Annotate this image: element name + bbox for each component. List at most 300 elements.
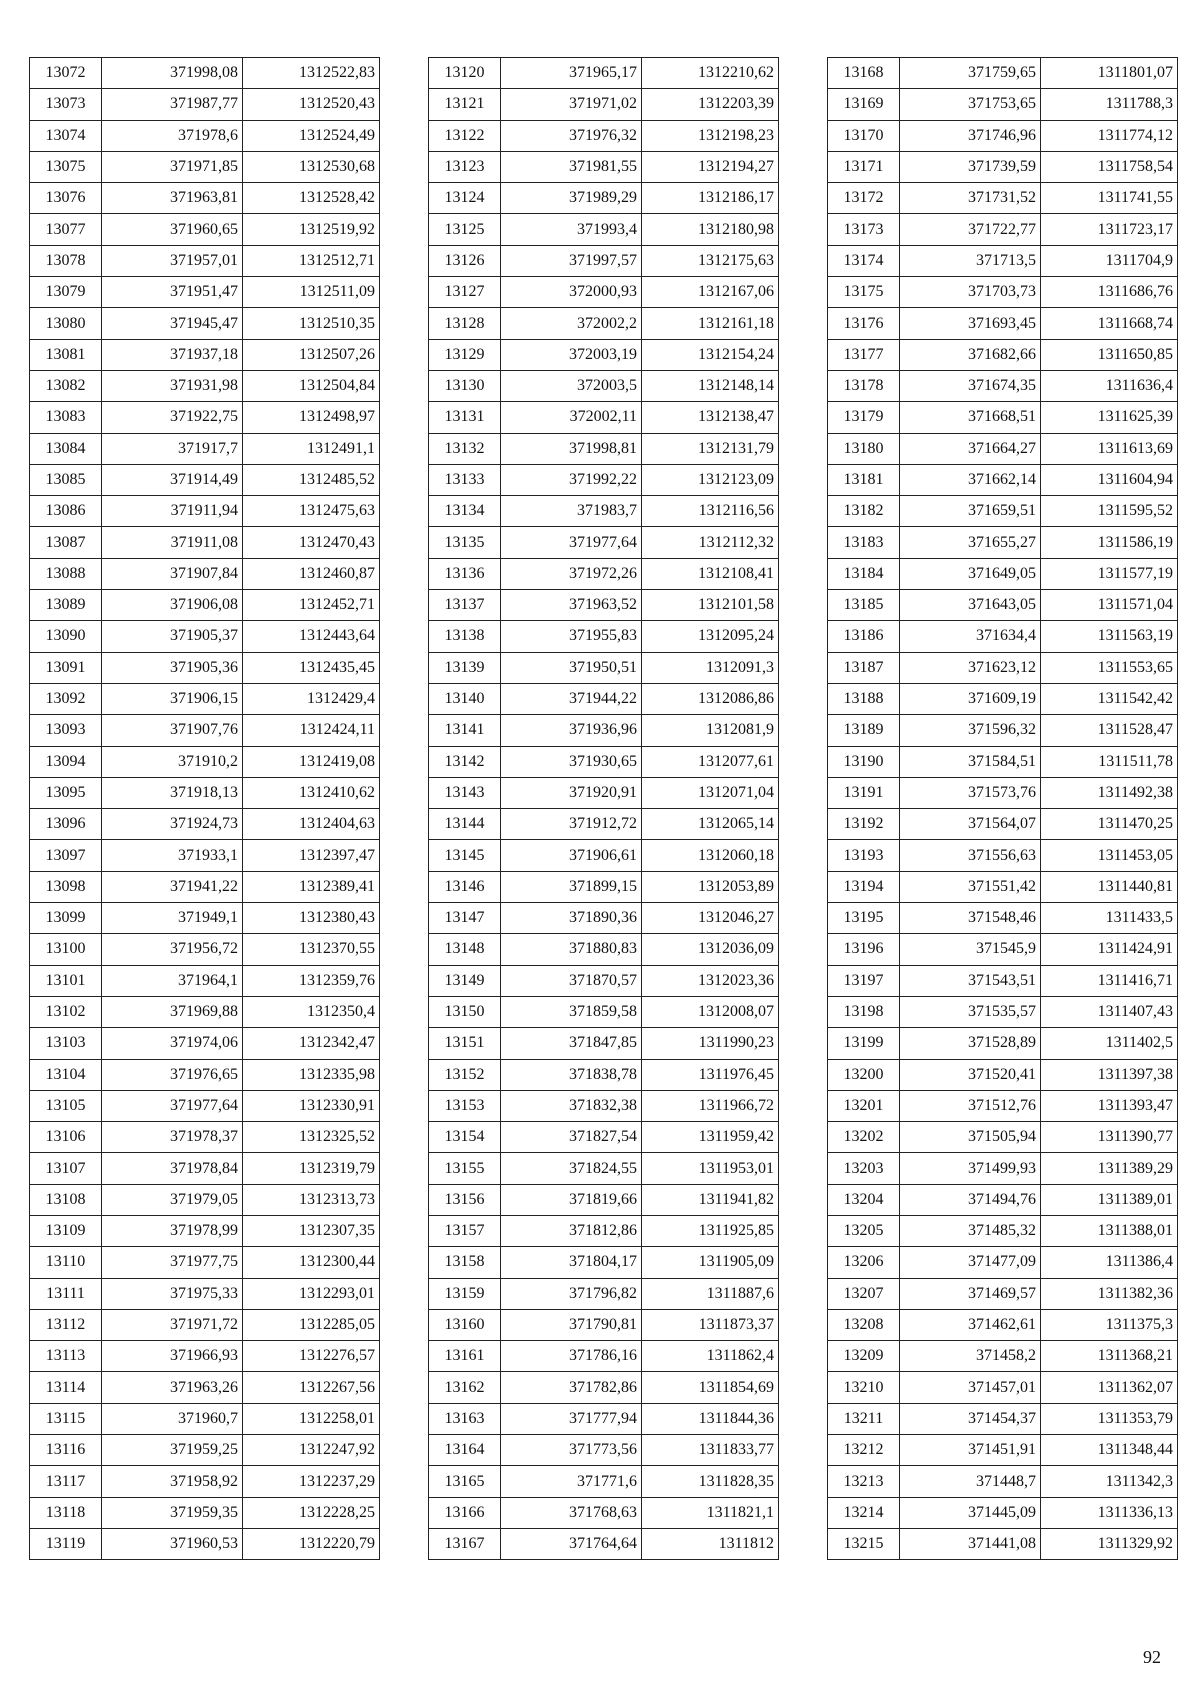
x-coordinate-cell: 371564,07 [900, 809, 1041, 840]
y-coordinate-cell: 1311348,44 [1041, 1435, 1178, 1466]
table-row [429, 1059, 779, 1090]
x-coordinate-cell: 372003,19 [501, 339, 642, 370]
table-row [828, 996, 1178, 1027]
point-number-cell: 13116 [30, 1435, 102, 1466]
x-coordinate-cell: 371997,57 [501, 245, 642, 276]
y-coordinate-cell: 1312319,79 [243, 1153, 380, 1184]
point-number-cell: 13156 [429, 1184, 501, 1215]
x-coordinate-cell: 371949,1 [102, 903, 243, 934]
x-coordinate-cell: 371771,6 [501, 1466, 642, 1497]
table-row [429, 58, 779, 89]
table-row [828, 934, 1178, 965]
point-number-cell: 13153 [429, 1090, 501, 1121]
x-coordinate-cell: 371548,46 [900, 903, 1041, 934]
x-coordinate-cell: 371659,51 [900, 496, 1041, 527]
point-number-cell: 13182 [828, 496, 900, 527]
table-row [30, 464, 380, 495]
point-number-cell: 13164 [429, 1435, 501, 1466]
x-coordinate-cell: 371976,65 [102, 1059, 243, 1090]
x-coordinate-cell: 371963,26 [102, 1372, 243, 1403]
point-number-cell: 13093 [30, 715, 102, 746]
point-number-cell: 13130 [429, 370, 501, 401]
table-row [828, 903, 1178, 934]
table-row [429, 840, 779, 871]
y-coordinate-cell: 1311887,6 [642, 1278, 779, 1309]
table-row [429, 527, 779, 558]
point-number-cell: 13127 [429, 277, 501, 308]
y-coordinate-cell: 1312228,25 [243, 1497, 380, 1528]
x-coordinate-cell: 371469,57 [900, 1278, 1041, 1309]
y-coordinate-cell: 1311704,9 [1041, 245, 1178, 276]
table-row [828, 496, 1178, 527]
table-row [30, 1247, 380, 1278]
x-coordinate-cell: 371957,01 [102, 245, 243, 276]
point-number-cell: 13101 [30, 965, 102, 996]
y-coordinate-cell: 1311905,09 [642, 1247, 779, 1278]
x-coordinate-cell: 371643,05 [900, 590, 1041, 621]
x-coordinate-cell: 371859,58 [501, 996, 642, 1027]
y-coordinate-cell: 1311440,81 [1041, 871, 1178, 902]
point-number-cell: 13138 [429, 621, 501, 652]
table-row [828, 1122, 1178, 1153]
y-coordinate-cell: 1312148,14 [642, 370, 779, 401]
y-coordinate-cell: 1312307,35 [243, 1215, 380, 1246]
table-row [30, 527, 380, 558]
point-number-cell: 13092 [30, 683, 102, 714]
table-row [429, 402, 779, 433]
point-number-cell: 13178 [828, 370, 900, 401]
table-row [30, 120, 380, 151]
table-row [30, 840, 380, 871]
x-coordinate-cell: 371682,66 [900, 339, 1041, 370]
point-number-cell: 13097 [30, 840, 102, 871]
y-coordinate-cell: 1312023,36 [642, 965, 779, 996]
table-row [429, 496, 779, 527]
point-number-cell: 13166 [429, 1497, 501, 1528]
table-row [828, 1153, 1178, 1184]
x-coordinate-cell: 371971,72 [102, 1309, 243, 1340]
table-row [828, 183, 1178, 214]
x-coordinate-cell: 371551,42 [900, 871, 1041, 902]
y-coordinate-cell: 1312203,39 [642, 89, 779, 120]
x-coordinate-cell: 371664,27 [900, 433, 1041, 464]
x-coordinate-cell: 371978,37 [102, 1122, 243, 1153]
table-row [429, 1497, 779, 1528]
point-number-cell: 13188 [828, 683, 900, 714]
x-coordinate-cell: 371454,37 [900, 1403, 1041, 1434]
table-row [30, 652, 380, 683]
y-coordinate-cell: 1312095,24 [642, 621, 779, 652]
x-coordinate-cell: 371457,01 [900, 1372, 1041, 1403]
table-row [30, 245, 380, 276]
x-coordinate-cell: 371987,77 [102, 89, 243, 120]
x-coordinate-cell: 371832,38 [501, 1090, 642, 1121]
y-coordinate-cell: 1311393,47 [1041, 1090, 1178, 1121]
y-coordinate-cell: 1312237,29 [243, 1466, 380, 1497]
y-coordinate-cell: 1311342,3 [1041, 1466, 1178, 1497]
point-number-cell: 13154 [429, 1122, 501, 1153]
point-number-cell: 13155 [429, 1153, 501, 1184]
point-number-cell: 13141 [429, 715, 501, 746]
point-number-cell: 13114 [30, 1372, 102, 1403]
x-coordinate-cell: 371905,37 [102, 621, 243, 652]
table-row [828, 339, 1178, 370]
table-row [429, 1372, 779, 1403]
y-coordinate-cell: 1311862,4 [642, 1341, 779, 1372]
x-coordinate-cell: 371993,4 [501, 214, 642, 245]
x-coordinate-cell: 371920,91 [501, 777, 642, 808]
y-coordinate-cell: 1312491,1 [243, 433, 380, 464]
point-number-cell: 13111 [30, 1278, 102, 1309]
point-number-cell: 13115 [30, 1403, 102, 1434]
table-row [30, 1372, 380, 1403]
table-row [30, 370, 380, 401]
table-row [429, 464, 779, 495]
x-coordinate-cell: 371722,77 [900, 214, 1041, 245]
table-row [30, 1309, 380, 1340]
table-row [429, 746, 779, 777]
point-number-cell: 13189 [828, 715, 900, 746]
x-coordinate-cell: 371746,96 [900, 120, 1041, 151]
x-coordinate-cell: 371584,51 [900, 746, 1041, 777]
x-coordinate-cell: 371596,32 [900, 715, 1041, 746]
x-coordinate-cell: 371911,94 [102, 496, 243, 527]
x-coordinate-cell: 371974,06 [102, 1028, 243, 1059]
table-row [30, 214, 380, 245]
point-number-cell: 13150 [429, 996, 501, 1027]
y-coordinate-cell: 1311553,65 [1041, 652, 1178, 683]
y-coordinate-cell: 1311976,45 [642, 1059, 779, 1090]
table-row [429, 339, 779, 370]
point-number-cell: 13163 [429, 1403, 501, 1434]
point-number-cell: 13171 [828, 151, 900, 182]
table-row [828, 1372, 1178, 1403]
point-number-cell: 13080 [30, 308, 102, 339]
y-coordinate-cell: 1312167,06 [642, 277, 779, 308]
point-number-cell: 13076 [30, 183, 102, 214]
x-coordinate-cell: 371958,92 [102, 1466, 243, 1497]
table-row [30, 496, 380, 527]
point-number-cell: 13132 [429, 433, 501, 464]
point-number-cell: 13140 [429, 683, 501, 714]
table-row [429, 1403, 779, 1434]
table-row [429, 558, 779, 589]
y-coordinate-cell: 1312175,63 [642, 245, 779, 276]
x-coordinate-cell: 371827,54 [501, 1122, 642, 1153]
y-coordinate-cell: 1311453,05 [1041, 840, 1178, 871]
y-coordinate-cell: 1311990,23 [642, 1028, 779, 1059]
y-coordinate-cell: 1312194,27 [642, 151, 779, 182]
point-number-cell: 13158 [429, 1247, 501, 1278]
table-row [30, 1435, 380, 1466]
y-coordinate-cell: 1312460,87 [243, 558, 380, 589]
point-number-cell: 13125 [429, 214, 501, 245]
x-coordinate-cell: 371941,22 [102, 871, 243, 902]
y-coordinate-cell: 1311511,78 [1041, 746, 1178, 777]
table-row [828, 683, 1178, 714]
y-coordinate-cell: 1311941,82 [642, 1184, 779, 1215]
x-coordinate-cell: 371963,52 [501, 590, 642, 621]
point-number-cell: 13206 [828, 1247, 900, 1278]
y-coordinate-cell: 1312504,84 [243, 370, 380, 401]
point-number-cell: 13185 [828, 590, 900, 621]
point-number-cell: 13121 [429, 89, 501, 120]
x-coordinate-cell: 371505,94 [900, 1122, 1041, 1153]
point-number-cell: 13168 [828, 58, 900, 89]
y-coordinate-cell: 1311368,21 [1041, 1341, 1178, 1372]
x-coordinate-cell: 371978,84 [102, 1153, 243, 1184]
y-coordinate-cell: 1312101,58 [642, 590, 779, 621]
y-coordinate-cell: 1312276,57 [243, 1341, 380, 1372]
point-number-cell: 13186 [828, 621, 900, 652]
x-coordinate-cell: 371499,93 [900, 1153, 1041, 1184]
table-row [429, 1466, 779, 1497]
point-number-cell: 13124 [429, 183, 501, 214]
table-row [429, 1528, 779, 1559]
x-coordinate-cell: 371528,89 [900, 1028, 1041, 1059]
x-coordinate-cell: 371977,64 [501, 527, 642, 558]
coordinate-table-1 [29, 57, 380, 1560]
point-number-cell: 13094 [30, 746, 102, 777]
y-coordinate-cell: 1312131,79 [642, 433, 779, 464]
y-coordinate-cell: 1312065,14 [642, 809, 779, 840]
point-number-cell: 13202 [828, 1122, 900, 1153]
point-number-cell: 13187 [828, 652, 900, 683]
point-number-cell: 13102 [30, 996, 102, 1027]
point-number-cell: 13100 [30, 934, 102, 965]
table-row [429, 1247, 779, 1278]
point-number-cell: 13203 [828, 1153, 900, 1184]
x-coordinate-cell: 371693,45 [900, 308, 1041, 339]
x-coordinate-cell: 371971,02 [501, 89, 642, 120]
y-coordinate-cell: 1311375,3 [1041, 1309, 1178, 1340]
table-row [828, 1059, 1178, 1090]
table-row [30, 1090, 380, 1121]
y-coordinate-cell: 1312519,92 [243, 214, 380, 245]
x-coordinate-cell: 371976,32 [501, 120, 642, 151]
y-coordinate-cell: 1311336,13 [1041, 1497, 1178, 1528]
point-number-cell: 13177 [828, 339, 900, 370]
table-row [828, 1497, 1178, 1528]
table-row [429, 183, 779, 214]
point-number-cell: 13091 [30, 652, 102, 683]
y-coordinate-cell: 1312380,43 [243, 903, 380, 934]
x-coordinate-cell: 371777,94 [501, 1403, 642, 1434]
table-row [828, 1028, 1178, 1059]
table-row [30, 308, 380, 339]
x-coordinate-cell: 371998,08 [102, 58, 243, 89]
table-row [429, 1278, 779, 1309]
table-row [828, 1435, 1178, 1466]
table-row [429, 777, 779, 808]
y-coordinate-cell: 1312397,47 [243, 840, 380, 871]
x-coordinate-cell: 371963,81 [102, 183, 243, 214]
point-number-cell: 13095 [30, 777, 102, 808]
y-coordinate-cell: 1311388,01 [1041, 1215, 1178, 1246]
y-coordinate-cell: 1312060,18 [642, 840, 779, 871]
table-row [30, 183, 380, 214]
y-coordinate-cell: 1311925,85 [642, 1215, 779, 1246]
y-coordinate-cell: 1311788,3 [1041, 89, 1178, 120]
y-coordinate-cell: 1311953,01 [642, 1153, 779, 1184]
point-number-cell: 13190 [828, 746, 900, 777]
table-row [30, 433, 380, 464]
y-coordinate-cell: 1311424,91 [1041, 934, 1178, 965]
y-coordinate-cell: 1311470,25 [1041, 809, 1178, 840]
y-coordinate-cell: 1311604,94 [1041, 464, 1178, 495]
x-coordinate-cell: 371445,09 [900, 1497, 1041, 1528]
point-number-cell: 13181 [828, 464, 900, 495]
x-coordinate-cell: 371966,93 [102, 1341, 243, 1372]
x-coordinate-cell: 371931,98 [102, 370, 243, 401]
point-number-cell: 13146 [429, 871, 501, 902]
x-coordinate-cell: 371512,76 [900, 1090, 1041, 1121]
x-coordinate-cell: 371998,81 [501, 433, 642, 464]
point-number-cell: 13196 [828, 934, 900, 965]
table-row [30, 1497, 380, 1528]
point-number-cell: 13195 [828, 903, 900, 934]
point-number-cell: 13169 [828, 89, 900, 120]
x-coordinate-cell: 371634,4 [900, 621, 1041, 652]
point-number-cell: 13213 [828, 1466, 900, 1497]
table-row [828, 214, 1178, 245]
x-coordinate-cell: 371936,96 [501, 715, 642, 746]
y-coordinate-cell: 1312443,64 [243, 621, 380, 652]
y-coordinate-cell: 1312511,09 [243, 277, 380, 308]
page-number: 92 [1143, 1647, 1161, 1667]
y-coordinate-cell: 1312220,79 [243, 1528, 380, 1559]
x-coordinate-cell: 371573,76 [900, 777, 1041, 808]
x-coordinate-cell: 371951,47 [102, 277, 243, 308]
x-coordinate-cell: 371623,12 [900, 652, 1041, 683]
point-number-cell: 13214 [828, 1497, 900, 1528]
x-coordinate-cell: 371485,32 [900, 1215, 1041, 1246]
x-coordinate-cell: 371838,78 [501, 1059, 642, 1090]
point-number-cell: 13123 [429, 151, 501, 182]
point-number-cell: 13084 [30, 433, 102, 464]
y-coordinate-cell: 1312370,55 [243, 934, 380, 965]
y-coordinate-cell: 1312293,01 [243, 1278, 380, 1309]
point-number-cell: 13144 [429, 809, 501, 840]
y-coordinate-cell: 1312485,52 [243, 464, 380, 495]
table-row [828, 871, 1178, 902]
y-coordinate-cell: 1311389,01 [1041, 1184, 1178, 1215]
table-row [30, 58, 380, 89]
table-row [30, 1059, 380, 1090]
point-number-cell: 13098 [30, 871, 102, 902]
x-coordinate-cell: 371812,86 [501, 1215, 642, 1246]
point-number-cell: 13078 [30, 245, 102, 276]
y-coordinate-cell: 1311542,42 [1041, 683, 1178, 714]
y-coordinate-cell: 1312081,9 [642, 715, 779, 746]
table-row [828, 746, 1178, 777]
y-coordinate-cell: 1312046,27 [642, 903, 779, 934]
x-coordinate-cell: 371969,88 [102, 996, 243, 1027]
y-coordinate-cell: 1311636,4 [1041, 370, 1178, 401]
table-row [828, 1528, 1178, 1559]
x-coordinate-cell: 371972,26 [501, 558, 642, 589]
y-coordinate-cell: 1311613,69 [1041, 433, 1178, 464]
point-number-cell: 13081 [30, 339, 102, 370]
x-coordinate-cell: 371880,83 [501, 934, 642, 965]
point-number-cell: 13210 [828, 1372, 900, 1403]
y-coordinate-cell: 1311353,79 [1041, 1403, 1178, 1434]
table-row [30, 89, 380, 120]
x-coordinate-cell: 371955,83 [501, 621, 642, 652]
point-number-cell: 13108 [30, 1184, 102, 1215]
point-number-cell: 13104 [30, 1059, 102, 1090]
table-row [30, 1528, 380, 1559]
x-coordinate-cell: 371796,82 [501, 1278, 642, 1309]
x-coordinate-cell: 371790,81 [501, 1309, 642, 1340]
point-number-cell: 13131 [429, 402, 501, 433]
point-number-cell: 13086 [30, 496, 102, 527]
y-coordinate-cell: 1312123,09 [642, 464, 779, 495]
point-number-cell: 13077 [30, 214, 102, 245]
x-coordinate-cell: 371978,99 [102, 1215, 243, 1246]
table-row [828, 1090, 1178, 1121]
x-coordinate-cell: 371917,7 [102, 433, 243, 464]
y-coordinate-cell: 1312198,23 [642, 120, 779, 151]
point-number-cell: 13128 [429, 308, 501, 339]
y-coordinate-cell: 1312512,71 [243, 245, 380, 276]
x-coordinate-cell: 371662,14 [900, 464, 1041, 495]
y-coordinate-cell: 1311362,07 [1041, 1372, 1178, 1403]
table-row [828, 840, 1178, 871]
x-coordinate-cell: 371918,13 [102, 777, 243, 808]
point-number-cell: 13087 [30, 527, 102, 558]
point-number-cell: 13107 [30, 1153, 102, 1184]
y-coordinate-cell: 1311433,5 [1041, 903, 1178, 934]
point-number-cell: 13183 [828, 527, 900, 558]
point-number-cell: 13109 [30, 1215, 102, 1246]
x-coordinate-cell: 371906,61 [501, 840, 642, 871]
table-row [828, 89, 1178, 120]
y-coordinate-cell: 1311586,19 [1041, 527, 1178, 558]
x-coordinate-cell: 371959,25 [102, 1435, 243, 1466]
point-number-cell: 13180 [828, 433, 900, 464]
table-row [828, 809, 1178, 840]
x-coordinate-cell: 372002,11 [501, 402, 642, 433]
point-number-cell: 13197 [828, 965, 900, 996]
y-coordinate-cell: 1312359,76 [243, 965, 380, 996]
y-coordinate-cell: 1311650,85 [1041, 339, 1178, 370]
point-number-cell: 13105 [30, 1090, 102, 1121]
point-number-cell: 13137 [429, 590, 501, 621]
y-coordinate-cell: 1311625,39 [1041, 402, 1178, 433]
point-number-cell: 13079 [30, 277, 102, 308]
x-coordinate-cell: 371764,64 [501, 1528, 642, 1559]
point-number-cell: 13212 [828, 1435, 900, 1466]
point-number-cell: 13179 [828, 402, 900, 433]
table-row [828, 527, 1178, 558]
y-coordinate-cell: 1311844,36 [642, 1403, 779, 1434]
table-row [429, 1341, 779, 1372]
y-coordinate-cell: 1312335,98 [243, 1059, 380, 1090]
table-row [30, 558, 380, 589]
point-number-cell: 13194 [828, 871, 900, 902]
y-coordinate-cell: 1312522,83 [243, 58, 380, 89]
x-coordinate-cell: 371899,15 [501, 871, 642, 902]
y-coordinate-cell: 1311382,36 [1041, 1278, 1178, 1309]
x-coordinate-cell: 371649,05 [900, 558, 1041, 589]
x-coordinate-cell: 371960,53 [102, 1528, 243, 1559]
table-row [828, 277, 1178, 308]
x-coordinate-cell: 371448,7 [900, 1466, 1041, 1497]
x-coordinate-cell: 371964,1 [102, 965, 243, 996]
table-row [30, 965, 380, 996]
table-row [30, 996, 380, 1027]
